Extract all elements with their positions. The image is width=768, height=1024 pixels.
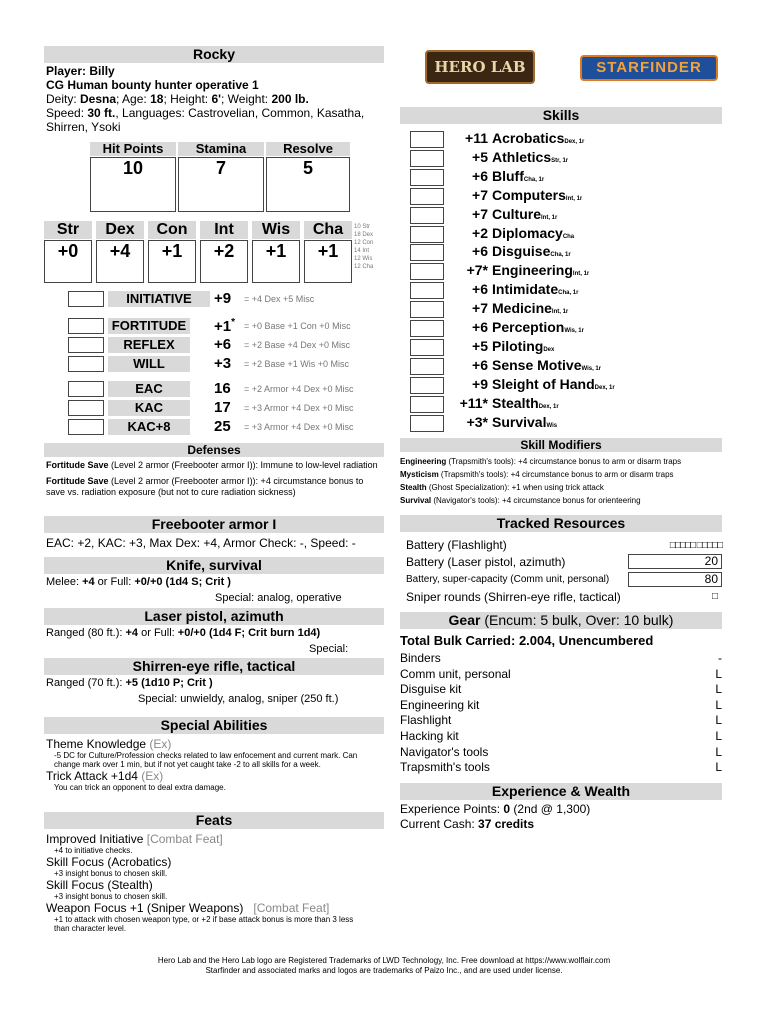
skill-checkbox[interactable]	[410, 131, 444, 148]
skill-row	[410, 395, 760, 414]
skill-modifiers-header: Skill Modifiers	[400, 438, 722, 452]
skill-name: PilotingDex	[492, 337, 555, 354]
skill-row	[410, 168, 760, 187]
resource-battery-comm: Battery, super-capacity (Comm unit, personal)	[406, 574, 610, 585]
will-label: WILL	[108, 356, 190, 372]
skill-row	[410, 300, 760, 319]
ability-wis-label: Wis	[252, 221, 300, 239]
resolve-label: Resolve	[266, 142, 350, 156]
skill-bonus: +3*	[466, 413, 488, 430]
ability-str-label: Str	[44, 221, 92, 239]
resource-comm-count[interactable]: 80	[628, 572, 722, 587]
feats-header: Feats	[44, 812, 384, 829]
skill-row	[410, 414, 760, 433]
skill-checkbox[interactable]	[410, 396, 444, 413]
ability-trick-desc: You can trick an opponent to deal extra damage.	[54, 783, 226, 792]
skill-name: IntimidateCha, 1r	[492, 281, 579, 298]
skill-name: DisguiseCha, 1r	[492, 243, 571, 260]
feat-desc: +3 insight bonus to chosen skill.	[54, 892, 168, 901]
skill-bonus: +7*	[466, 262, 488, 279]
gear-item	[400, 651, 722, 666]
ability-block	[44, 221, 352, 283]
skill-ability: Wis	[546, 422, 558, 429]
rifle-special: Special: unwieldy, analog, sniper (250 ft.)	[138, 693, 339, 705]
skill-ability: Str, 1r	[551, 157, 569, 164]
will-value: +3	[214, 355, 232, 372]
eac-formula: = +2 Armor +4 Dex +0 Misc	[244, 384, 354, 394]
ability-dex-box[interactable]: +4	[96, 240, 144, 283]
skill-row	[410, 262, 760, 281]
skill-ability: Cha, 1r	[550, 252, 571, 259]
footer-line-1: Hero Lab and the Hero Lab logo are Registered Trademarks of LWD Technology, Inc. Free download at https://www.wolflair.com	[157, 956, 611, 965]
gear-item	[400, 713, 722, 728]
ability-wis-box[interactable]: +1	[252, 240, 300, 283]
skill-checkbox[interactable]	[410, 226, 444, 243]
speed-line: Speed: 30 ft., Languages: Castrovelian, Common, Kasatha,	[46, 106, 365, 120]
gear-item-name: Hacking kit	[400, 729, 459, 743]
skill-checkbox[interactable]	[410, 169, 444, 186]
rifle-attack: Ranged (70 ft.): +5 (1d10 P; Crit )	[46, 677, 213, 689]
skill-checkbox[interactable]	[410, 244, 444, 261]
gear-item-bulk: L	[715, 666, 722, 681]
skill-row	[410, 149, 760, 168]
defenses-header: Defenses	[44, 443, 384, 457]
feat-desc: +4 to initiative checks.	[54, 846, 133, 855]
resource-battery-flashlight: Battery (Flashlight)	[406, 538, 507, 552]
skill-ability: Wis, 1r	[581, 365, 602, 372]
skill-checkbox[interactable]	[410, 207, 444, 224]
skill-row	[410, 206, 760, 225]
initiative-checkbox[interactable]	[68, 291, 104, 307]
skill-name: EngineeringInt, 1r	[492, 262, 590, 279]
kac-value: 17	[214, 399, 231, 416]
skill-name: ComputersInt, 1r	[492, 186, 583, 203]
fortitude-formula: = +0 Base +1 Con +0 Misc	[244, 321, 351, 331]
skill-row	[410, 225, 760, 244]
armor-stats: EAC: +2, KAC: +3, Max Dex: +4, Armor Check: -, Speed: -	[46, 536, 356, 550]
skill-checkbox[interactable]	[410, 301, 444, 318]
feat-skill-focus-stealth: Skill Focus (Stealth)	[46, 878, 153, 892]
skill-bonus: +7	[472, 186, 488, 203]
laser-special: Special:	[309, 643, 349, 655]
reflex-checkbox[interactable]	[68, 337, 104, 353]
resolve-box[interactable]: 5	[266, 157, 350, 212]
skill-ability: Int, 1r	[551, 309, 569, 316]
footer-line-2: Starfinder and associated marks and logos are trademarks of Paizo Inc., and are used under license.	[205, 966, 563, 975]
gear-item	[400, 729, 722, 744]
skill-mod-item: Survival (Navigator's tools): +4 circumstance bonus for orienteering	[400, 496, 641, 505]
experience-header: Experience & Wealth	[400, 783, 722, 800]
kac8-checkbox[interactable]	[68, 419, 104, 435]
eac-label: EAC	[108, 381, 190, 397]
initiative-label: INITIATIVE	[108, 291, 210, 307]
skill-checkbox[interactable]	[410, 320, 444, 337]
ability-cha-box[interactable]: +1	[304, 240, 352, 283]
defense-item: Fortitude Save (Level 2 armor (Freebooter armor I)): Immune to low-level radiation	[46, 460, 378, 470]
resource-flashlight-boxes[interactable]: □□□□□ □□□□□	[669, 540, 722, 551]
knife-attack: Melee: +4 or Full: +0/+0 (1d4 S; Crit )	[46, 576, 231, 588]
skill-checkbox[interactable]	[410, 358, 444, 375]
gear-item-bulk: -	[718, 651, 722, 665]
skill-bonus: +6	[472, 356, 488, 373]
kac-formula: = +3 Armor +4 Dex +0 Misc	[244, 403, 354, 413]
ability-theme-desc: -5 DC for Culture/Profession checks related to law enfocement and current mark. Can change mark over 1 min, but if not yet caught take -2 to all skills for a week.	[54, 751, 358, 769]
skill-checkbox[interactable]	[410, 377, 444, 394]
reflex-formula: = +2 Base +4 Dex +0 Misc	[244, 340, 351, 350]
skill-name: PerceptionWis, 1r	[492, 319, 584, 335]
skill-bonus: +6	[472, 281, 488, 298]
skill-row	[410, 338, 760, 357]
gear-item-name: Flashlight	[400, 713, 452, 728]
ability-scores-list: 10 Str 18 Dex 12 Con 14 Int 12 Wis 12 Cha	[354, 224, 374, 270]
initiative-row	[68, 290, 368, 308]
tracked-resources-list	[406, 538, 722, 618]
skill-row	[410, 376, 760, 395]
skill-name: StealthDex, 1r	[492, 394, 559, 411]
kac8-label: KAC+8	[108, 419, 190, 435]
skill-bonus: +11	[465, 130, 488, 146]
kac-checkbox[interactable]	[68, 400, 104, 416]
skill-checkbox[interactable]	[410, 263, 444, 280]
skill-bonus: +5	[472, 148, 488, 165]
resource-sniper-box[interactable]: □	[711, 591, 718, 602]
gear-item-bulk: L	[715, 682, 722, 697]
feat-desc: +3 insight bonus to chosen skill.	[54, 869, 168, 878]
stamina-label: Stamina	[178, 142, 264, 156]
gear-item-bulk: L	[715, 744, 722, 759]
ability-dex-label: Dex	[96, 221, 144, 239]
ability-con-box[interactable]: +1	[148, 240, 196, 283]
resource-sniper-rounds: Sniper rounds (Shirren-eye rifle, tactical)	[406, 590, 621, 604]
gear-item-name: Trapsmith's tools	[400, 760, 490, 775]
player-line: Player: Billy	[46, 64, 115, 78]
knife-special: Special: analog, operative	[215, 592, 342, 604]
ability-int-label: Int	[200, 221, 248, 239]
gear-item-name: Disguise kit	[400, 682, 462, 697]
fortitude-checkbox[interactable]	[68, 318, 104, 334]
special-abilities-list	[46, 737, 382, 792]
skill-ability: Int, 1r	[565, 195, 583, 202]
skill-name: SurvivalWis	[492, 413, 558, 430]
knife-header: Knife, survival	[44, 557, 384, 574]
gear-item-name: Engineering kit	[400, 697, 480, 712]
feat-desc: +1 to attack with chosen weapon type, or +2 if base attack bonus is more than 3 less than character level.	[54, 915, 354, 933]
feat-weapon-focus: Weapon Focus +1 (Sniper Weapons) [Combat Feat]	[46, 901, 330, 915]
skill-modifiers-list	[400, 455, 730, 507]
starfinder-logo: STARFINDER	[580, 55, 718, 81]
armor-header: Freebooter armor I	[44, 516, 384, 533]
special-abilities-header: Special Abilities	[44, 717, 384, 734]
experience-info	[400, 802, 590, 832]
feat-skill-focus-acrobatics: Skill Focus (Acrobatics)	[46, 855, 172, 869]
skill-ability: Dex, 1r	[594, 384, 615, 391]
feats-list	[46, 832, 382, 933]
tracked-resources-header: Tracked Resources	[400, 515, 722, 532]
kac8-formula: = +3 Armor +4 Dex +0 Misc	[244, 422, 354, 432]
reflex-value: +6	[214, 336, 232, 353]
gear-item-bulk: L	[715, 760, 722, 775]
gear-item	[400, 698, 722, 713]
ability-str-box[interactable]: +0	[44, 240, 92, 283]
skill-bonus: +11*	[459, 394, 488, 411]
kac8-value: 25	[214, 418, 231, 435]
skill-name: Sense MotiveWis, 1r	[492, 356, 602, 373]
skill-row	[410, 243, 760, 262]
skill-bonus: +6	[472, 167, 488, 184]
eac-checkbox[interactable]	[68, 381, 104, 397]
laser-header: Laser pistol, azimuth	[44, 608, 384, 625]
skill-checkbox[interactable]	[410, 415, 444, 432]
skill-bonus: +7	[472, 205, 488, 222]
skill-row	[410, 281, 760, 300]
skill-name: AcrobaticsDex, 1r	[492, 130, 585, 146]
defenses-list	[46, 460, 382, 498]
skill-mod-item: Stealth (Ghost Specialization): +1 when using trick attack	[400, 483, 604, 492]
kac-row	[68, 399, 368, 417]
gear-header: Gear (Encum: 5 bulk, Over: 10 bulk)	[400, 612, 722, 629]
skill-row	[410, 187, 760, 206]
languages-line: Shirren, Ysoki	[46, 120, 121, 134]
gear-item-name: Binders	[400, 651, 441, 665]
skill-bonus: +7	[472, 300, 488, 317]
fortitude-label: FORTITUDE	[108, 318, 190, 334]
skill-name: MedicineInt, 1r	[492, 300, 569, 317]
skills-header: Skills	[400, 107, 722, 124]
character-info	[46, 64, 386, 134]
gear-item	[400, 667, 722, 682]
deity-line: Deity: Desna; Age: 18; Height: 6'; Weight: 200 lb.	[46, 92, 309, 106]
ability-int-box[interactable]: +2	[200, 240, 248, 283]
gear-item-bulk: L	[715, 729, 722, 743]
character-name: Rocky	[44, 46, 384, 63]
skill-row	[410, 357, 760, 376]
experience-points: Experience Points: 0 (2nd @ 1,300)	[400, 802, 591, 816]
ability-con-label: Con	[148, 221, 196, 239]
stamina-box[interactable]: 7	[178, 157, 264, 212]
herolab-logo: HERO LAB	[425, 50, 535, 84]
skill-row	[410, 130, 760, 149]
gear-item-name: Comm unit, personal	[400, 666, 511, 681]
skill-bonus: +5	[472, 337, 488, 354]
will-formula: = +2 Base +1 Wis +0 Misc	[244, 359, 350, 369]
gear-item	[400, 682, 722, 697]
gear-total-bulk: Total Bulk Carried: 2.004, Unencumbered	[400, 633, 654, 648]
hit-points-label: Hit Points	[90, 142, 176, 156]
skill-checkbox[interactable]	[410, 150, 444, 167]
fortitude-value: +1*	[214, 317, 236, 335]
eac-row	[68, 380, 368, 398]
initiative-value: +9	[214, 290, 232, 307]
footer	[0, 956, 768, 976]
skill-mod-item: Mysticism (Trapsmith's tools): +4 circumstance bonus to arm or disarm traps	[400, 470, 674, 479]
reflex-row	[68, 336, 368, 354]
ability-cha-label: Cha	[304, 221, 352, 239]
skill-ability: Dex, 1r	[538, 403, 559, 410]
skill-name: CultureInt, 1r	[492, 205, 558, 222]
ability-theme-knowledge: Theme Knowledge (Ex)	[46, 737, 172, 751]
skill-ability: Cha	[562, 233, 575, 240]
skill-ability: Int, 1r	[541, 214, 558, 221]
resource-battery-laser: Battery (Laser pistol, azimuth)	[406, 555, 566, 569]
gear-item-bulk: L	[715, 697, 722, 712]
skill-name: Sleight of HandDex, 1r	[492, 375, 615, 392]
skill-bonus: +9	[472, 375, 488, 392]
skill-mod-item: Engineering (Trapsmith's tools): +4 circumstance bonus to arm or disarm traps	[400, 457, 682, 466]
skill-checkbox[interactable]	[410, 339, 444, 356]
skill-row	[410, 319, 760, 338]
kac-label: KAC	[108, 400, 190, 416]
skill-checkbox[interactable]	[410, 188, 444, 205]
skill-bonus: +2	[472, 224, 488, 241]
skill-name: AthleticsStr, 1r	[492, 148, 569, 165]
skill-ability: Wis, 1r	[564, 328, 584, 334]
gear-item-bulk: L	[715, 713, 722, 728]
skill-bonus: +6	[472, 319, 488, 335]
skill-checkbox[interactable]	[410, 282, 444, 299]
hit-points-box[interactable]: 10	[90, 157, 176, 212]
initiative-formula: = +4 Dex +5 Misc	[244, 294, 315, 304]
feat-improved-initiative: Improved Initiative [Combat Feat]	[46, 832, 223, 846]
skill-bonus: +6	[472, 243, 488, 260]
resource-laser-count[interactable]: 20	[628, 554, 722, 569]
eac-value: 16	[214, 380, 231, 397]
skill-ability: Dex	[543, 346, 555, 353]
kac8-row	[68, 418, 368, 436]
skill-ability: Dex, 1r	[564, 139, 585, 145]
reflex-label: REFLEX	[108, 337, 190, 353]
skill-ability: Cha, 1r	[558, 290, 579, 297]
gear-item	[400, 760, 722, 775]
ability-trick-attack: Trick Attack +1d4 (Ex)	[46, 769, 164, 783]
skill-name: DiplomacyCha	[492, 224, 575, 241]
will-row	[68, 355, 368, 373]
skill-ability: Cha, 1r	[523, 176, 545, 183]
gear-item-name: Navigator's tools	[400, 744, 489, 759]
current-cash: Current Cash: 37 credits	[400, 817, 535, 831]
skill-name: BluffCha, 1r	[492, 167, 545, 184]
rifle-header: Shirren-eye rifle, tactical	[44, 658, 384, 675]
laser-attack: Ranged (80 ft.): +4 or Full: +0/+0 (1d4 F; Crit burn 1d4)	[46, 627, 321, 639]
class-line: CG Human bounty hunter operative 1	[46, 78, 259, 92]
fortitude-row	[68, 317, 368, 335]
will-checkbox[interactable]	[68, 356, 104, 372]
defense-item: Fortitude Save (Level 2 armor (Freebooter armor I)): +4 circumstance bonus to save vs. radiation exposure (but not to cure radiation sickness)	[46, 476, 364, 497]
gear-item	[400, 745, 722, 760]
skill-ability: Int, 1r	[572, 271, 590, 278]
